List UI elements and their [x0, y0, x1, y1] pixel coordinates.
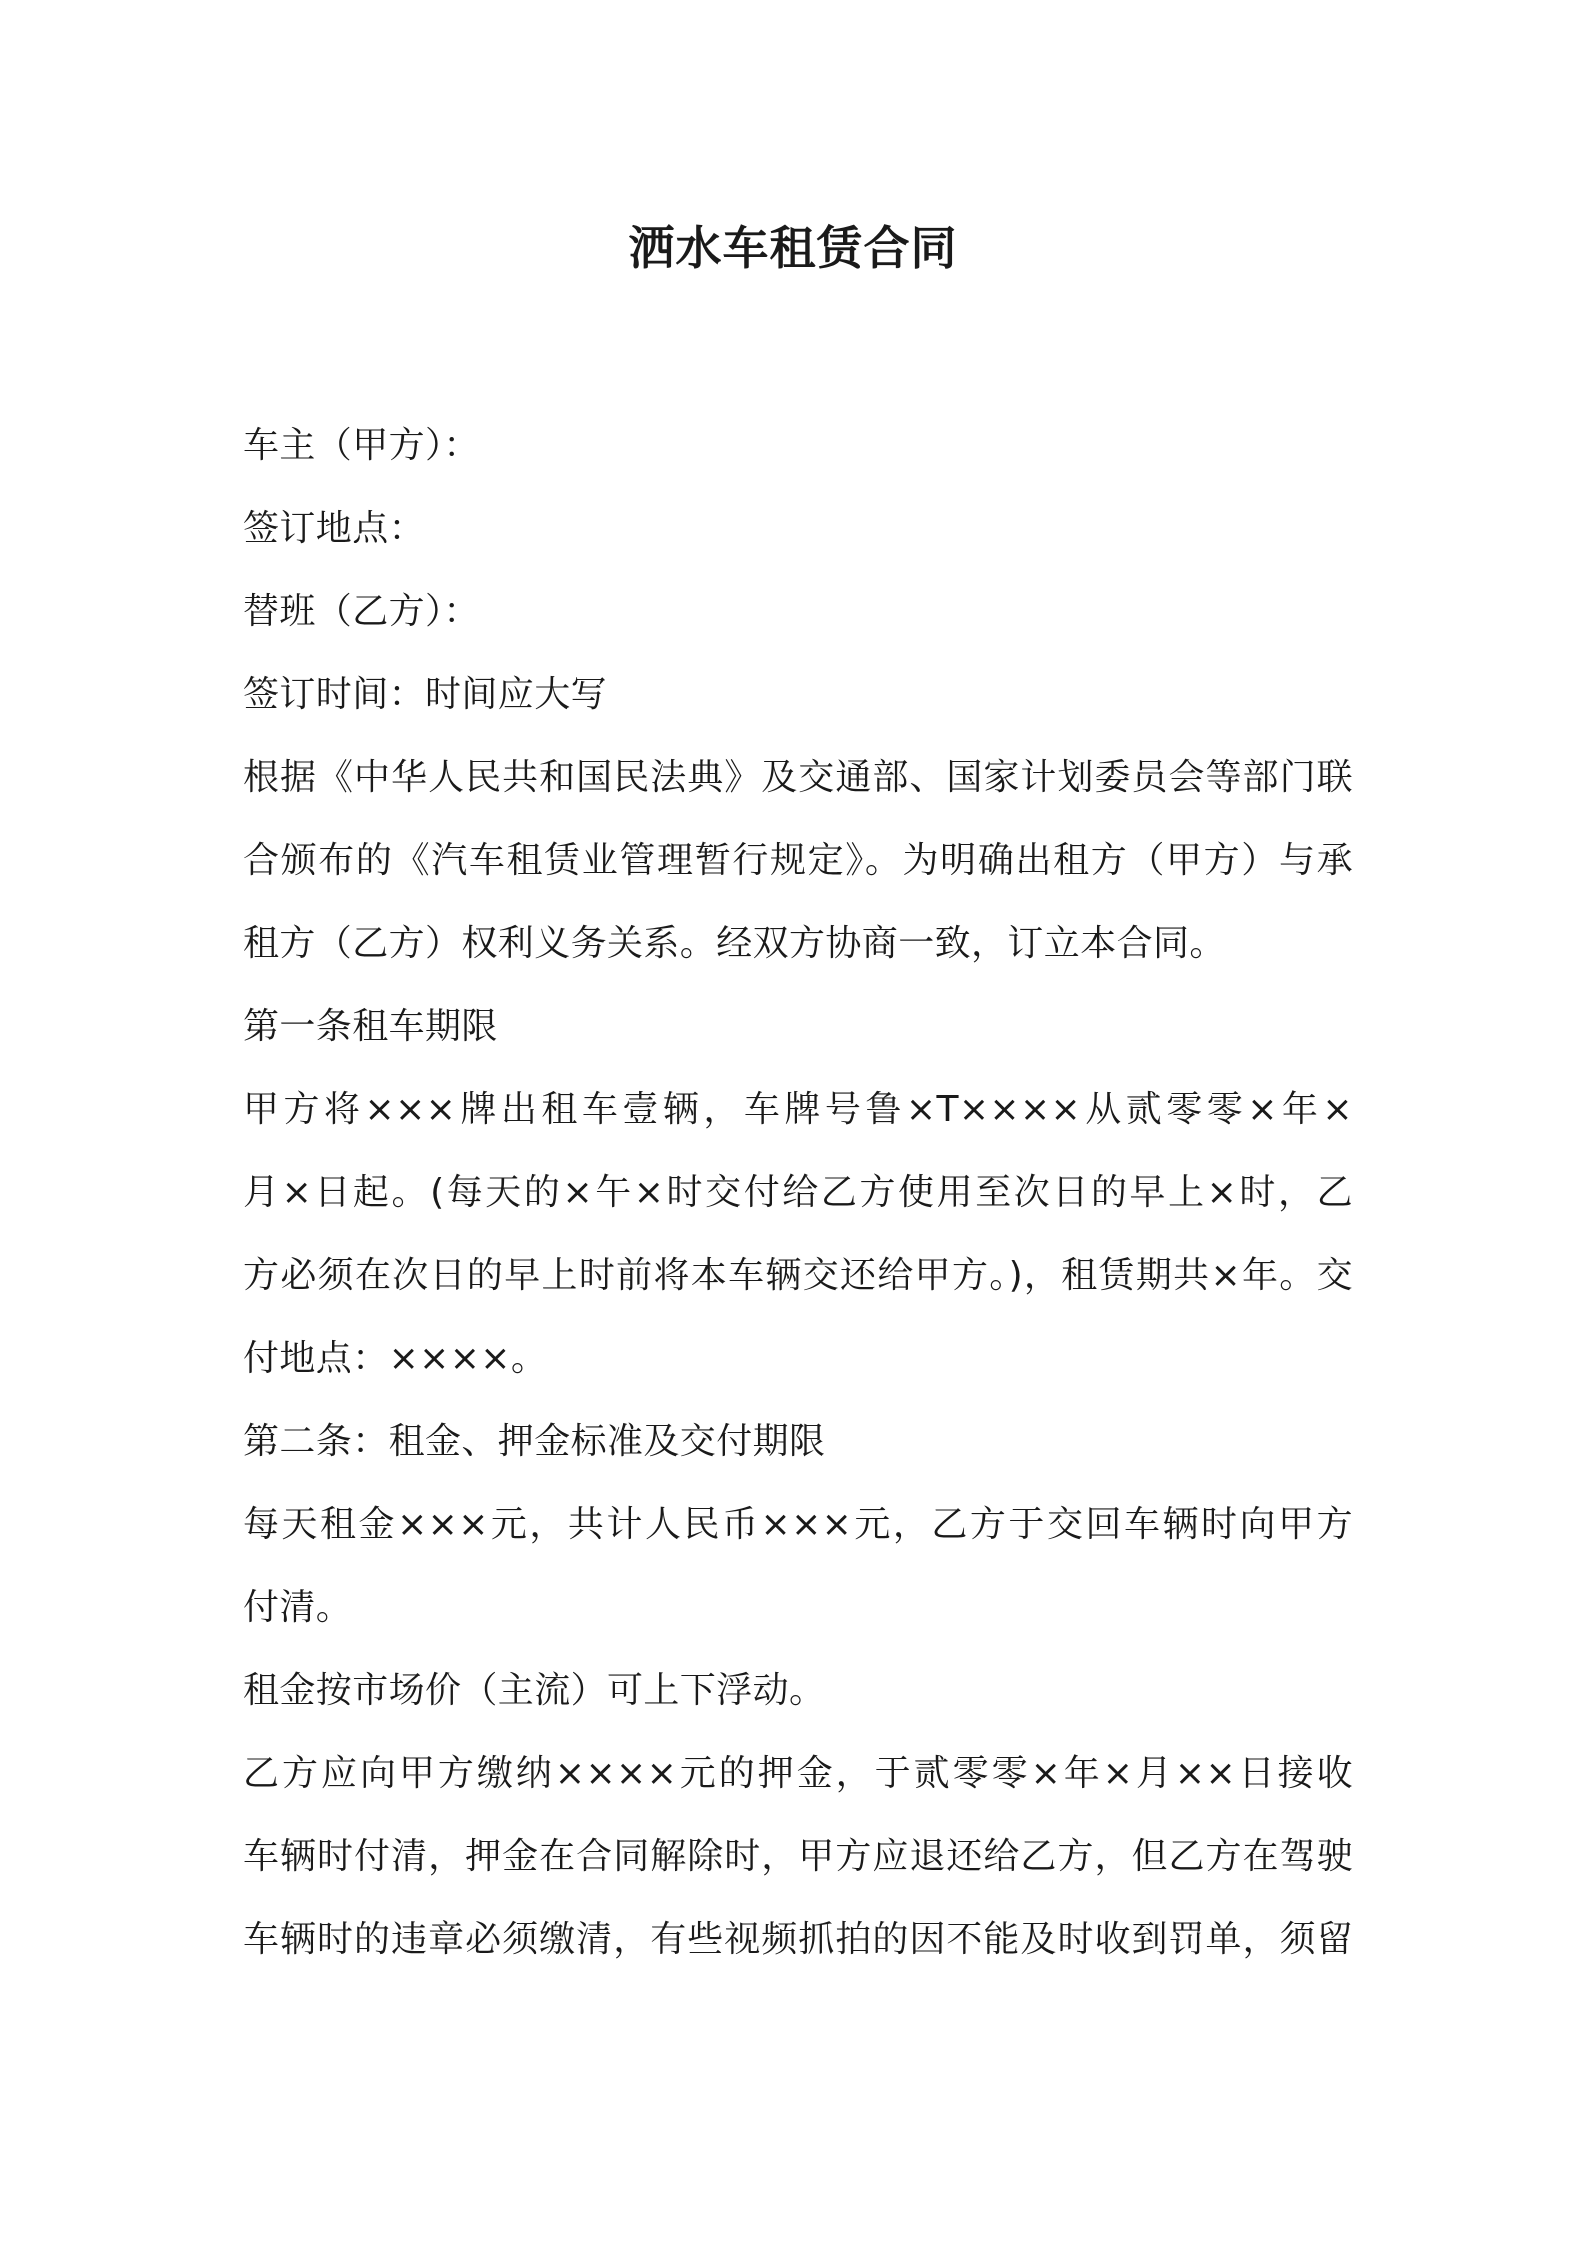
document-title: 洒水车租赁合同: [628, 221, 958, 275]
preamble-line: 租方（乙方）权利义务关系。经双方协商一致，订立本合同。: [243, 923, 1226, 964]
article2-heading: 第二条：租金、押金标准及交付期限: [243, 1421, 826, 1462]
article1-paragraph: [243, 1068, 1353, 1400]
sign-place-field: 签订地点：: [243, 508, 426, 549]
preamble-paragraph: [243, 736, 1353, 985]
article2-line: 乙方应向甲方缴纳××××元的押金，于贰零零×年×月××日接收: [243, 1753, 1353, 1794]
sign-time-field: 签订时间：时间应大写: [243, 674, 608, 715]
article2-float-note: 租金按市场价（主流）可上下浮动。: [243, 1670, 826, 1711]
article2-line: 车辆时的违章必须缴清，有些视频抓拍的因不能及时收到罚单，须留: [243, 1919, 1353, 1960]
article2-line: 车辆时付清，押金在合同解除时，甲方应退还给乙方，但乙方在驾驶: [243, 1836, 1353, 1877]
substitute-field: 替班（乙方）：: [243, 591, 480, 632]
article1-line: 甲方将×××牌出租车壹辆，车牌号鲁×T××××从贰零零×年×: [243, 1089, 1353, 1130]
article1-line: 方必须在次日的早上时前将本车辆交还给甲方。)，租赁期共×年。交: [243, 1255, 1353, 1296]
preamble-line: 合颁布的《汽车租赁业管理暂行规定》。为明确出租方（甲方）与承: [243, 840, 1353, 881]
owner-field: 车主（甲方）：: [243, 425, 480, 466]
article1-line: 月×日起。(每天的×午×时交付给乙方使用至次日的早上×时，乙: [243, 1172, 1353, 1213]
document-body: [243, 404, 1353, 1981]
article2-line: 每天租金×××元，共计人民币×××元，乙方于交回车辆时向甲方: [243, 1504, 1353, 1545]
article1-heading: 第一条租车期限: [243, 1006, 498, 1047]
article2-line: 付清。: [243, 1587, 353, 1628]
preamble-line: 根据《中华人民共和国民法典》及交通部、国家计划委员会等部门联: [243, 757, 1353, 798]
article2-rent-paragraph: [243, 1483, 1353, 1649]
article1-line: 付地点：××××。: [243, 1338, 548, 1379]
article2-deposit-paragraph: [243, 1732, 1353, 1981]
